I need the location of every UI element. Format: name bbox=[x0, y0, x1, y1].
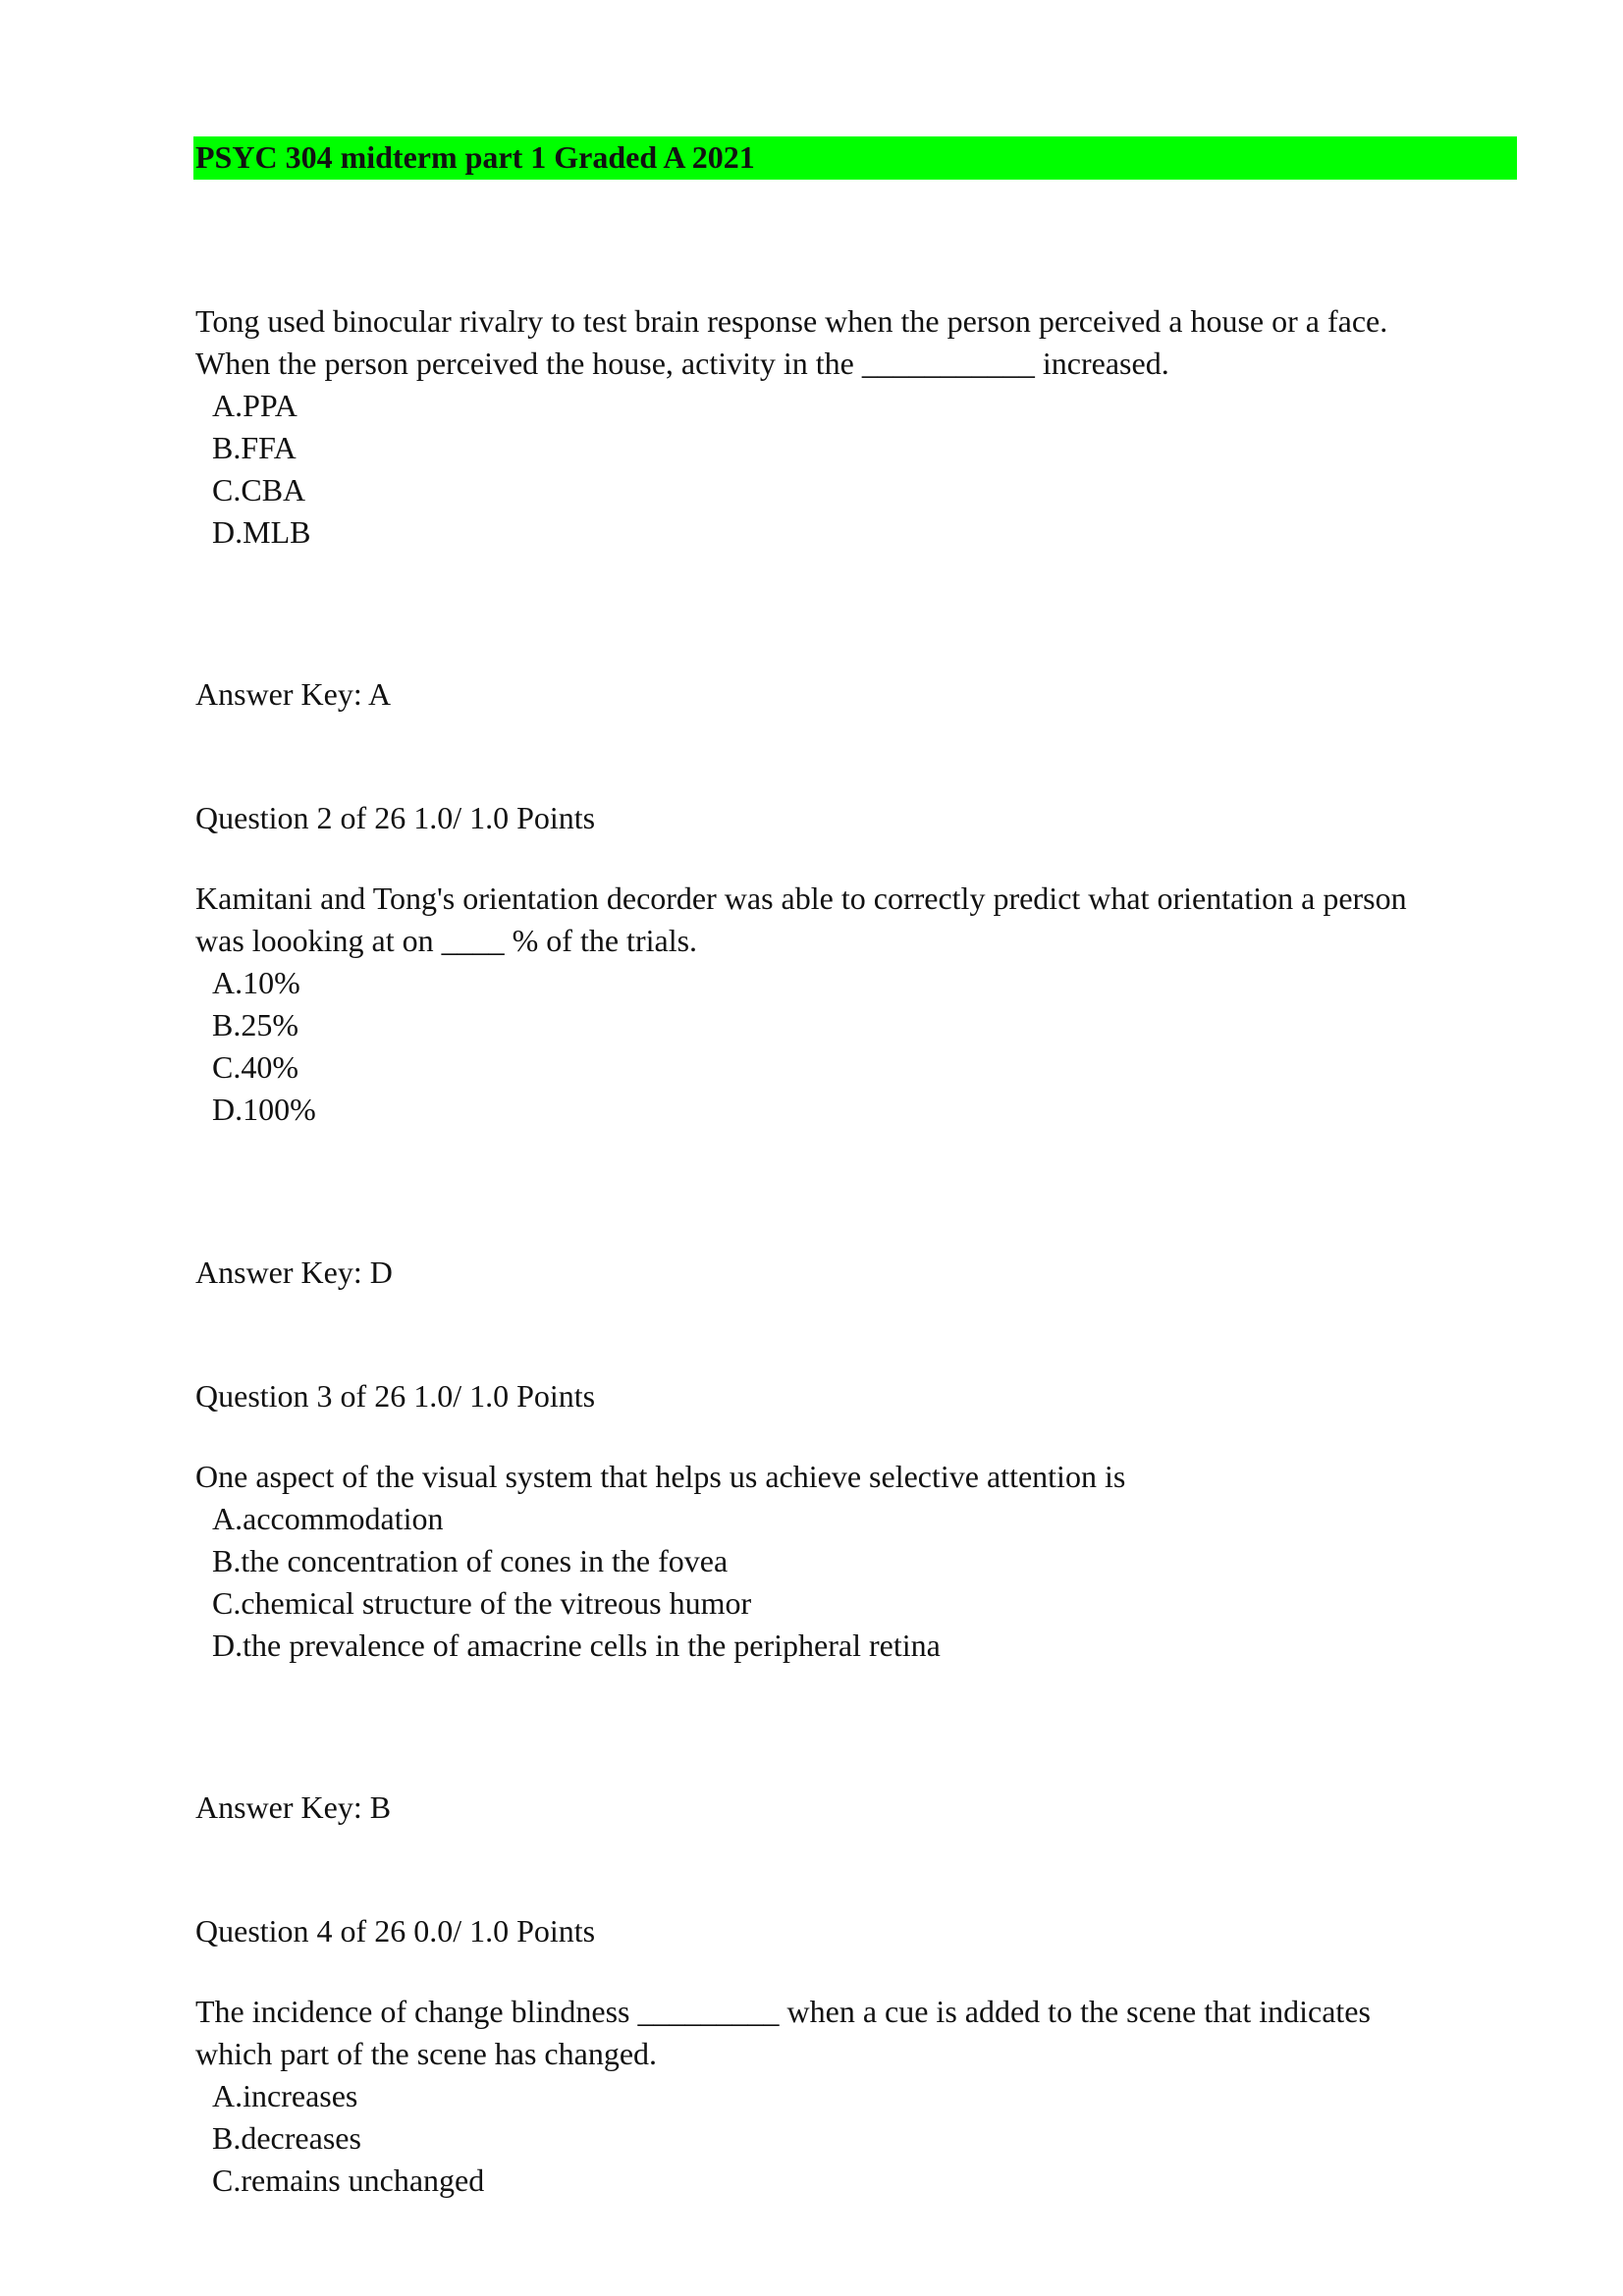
question-3-stem bbox=[195, 1456, 1125, 1667]
question-2-header: Question 2 of 26 1.0/ 1.0 Points bbox=[195, 800, 596, 835]
question-4-option-c: C.remains unchanged bbox=[212, 2163, 485, 2198]
question-4-header: Question 4 of 26 0.0/ 1.0 Points bbox=[195, 1913, 596, 1949]
question-2-option-c: C.40% bbox=[212, 1049, 298, 1085]
question-2-answer-key: Answer Key: D bbox=[195, 1255, 393, 1290]
question-1-answer-key: Answer Key: A bbox=[195, 676, 392, 712]
question-4-option-a: A.increases bbox=[212, 2078, 358, 2113]
question-3-option-a: A.accommodation bbox=[212, 1501, 444, 1536]
question-2-option-a: A.10% bbox=[212, 965, 300, 1000]
question-4-stem-line-1: The incidence of change blindness _________ when a cue is added to the scene that indicates bbox=[195, 1994, 1371, 2029]
question-3-option-c: C.chemical structure of the vitreous humor bbox=[212, 1585, 752, 1621]
question-1-option-a: A.PPA bbox=[212, 388, 298, 423]
question-1-stem-line-2: When the person perceived the house, activity in the ___________ increased. bbox=[195, 346, 1169, 381]
question-3-header: Question 3 of 26 1.0/ 1.0 Points bbox=[195, 1378, 596, 1414]
question-2-option-b: B.25% bbox=[212, 1007, 298, 1042]
question-3-stem-line-1: One aspect of the visual system that helps us achieve selective attention is bbox=[195, 1459, 1126, 1494]
document-title: PSYC 304 midterm part 1 Graded A 2021 bbox=[195, 139, 755, 175]
question-2-stem-line-1: Kamitani and Tong's orientation decorder was able to correctly predict what orientation a person bbox=[195, 881, 1407, 916]
question-1-option-d: D.MLB bbox=[212, 514, 311, 550]
question-4-stem bbox=[195, 1991, 1371, 2202]
question-4-option-b: B.decreases bbox=[212, 2120, 361, 2156]
question-1-option-c: C.CBA bbox=[212, 472, 306, 507]
question-1-stem bbox=[195, 300, 1387, 554]
question-4-stem-line-2: which part of the scene has changed. bbox=[195, 2036, 658, 2071]
question-2-stem-line-2: was loooking at on ____ % of the trials. bbox=[195, 923, 698, 958]
question-3-option-d: D.the prevalence of amacrine cells in the peripheral retina bbox=[212, 1628, 941, 1663]
question-3-answer-key: Answer Key: B bbox=[195, 1789, 392, 1825]
question-2-stem bbox=[195, 878, 1407, 1131]
question-3-option-b: B.the concentration of cones in the fovea bbox=[212, 1543, 729, 1578]
title-highlight bbox=[193, 136, 1517, 180]
question-2-option-d: D.100% bbox=[212, 1092, 316, 1127]
question-1-option-b: B.FFA bbox=[212, 430, 297, 465]
question-1-stem-line-1: Tong used binocular rivalry to test brain response when the person perceived a house or a face. bbox=[195, 303, 1388, 339]
